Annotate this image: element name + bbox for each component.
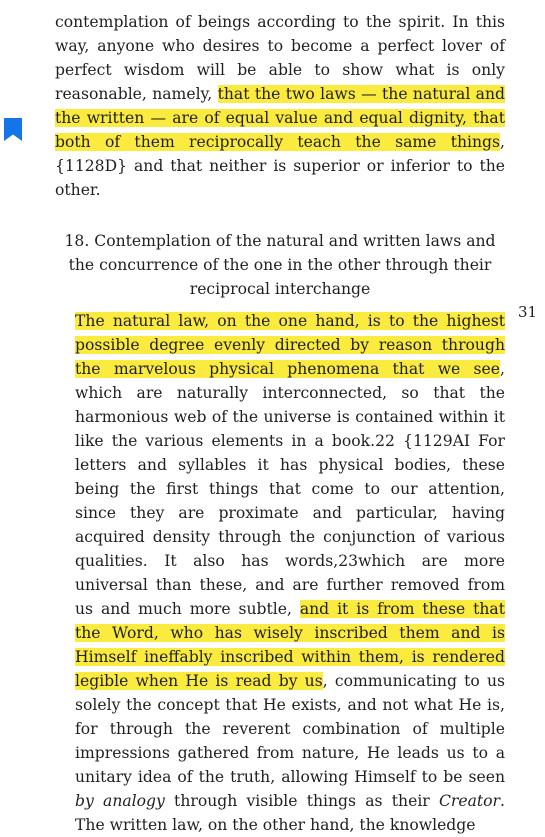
footnote-ref-23[interactable]: 23 — [338, 552, 359, 570]
paragraph-1 — [55, 10, 505, 202]
italic-creator: Creator — [438, 792, 501, 810]
paragraph-2 — [55, 309, 505, 837]
paragraph-2-text-b: {1129AI For letters and syllables it has physical bodies, these being the first things that come to our attention, since they are proximate and particular, having acquired density through the conjunction of various qualities. It also has words, — [75, 432, 505, 570]
paragraph-2-text-a: , which are naturally interconnected, so that the harmonious web of the universe is contained within it like the various elements in a book. — [75, 360, 505, 450]
paragraph-2-text-d: , communicating to us solely the concept that He exists, and not what He is, for through the reverent combination of multiple impressions gathered from nature, He leads us to a unitary idea of the truth, allowing Himself to be seen — [75, 672, 506, 786]
paragraph-2-text-e: through visible things as their — [164, 792, 439, 810]
paragraph-2-text-f: . The written law, on the other hand, the knowledge — [75, 792, 505, 834]
page-body — [55, 10, 505, 837]
highlight-1[interactable]: that the two laws — the natural and the written — are of equal value and equal dignity, that both of them reciprocally teach the same things — [55, 85, 505, 151]
section-title: Contemplation of the natural and written laws and the concurrence of the one in the other through their reciprocal interchange — [68, 232, 496, 298]
paragraph-2-text-c: which are more universal than these, and are further removed from us and much more subtle, — [75, 552, 506, 618]
margin-page-number: 31 — [518, 303, 538, 321]
highlight-3[interactable]: and it is from these that the Word, who has wisely inscribed them and is Himself ineffably inscribed within them, is rendered legible when He is read by us — [75, 600, 505, 690]
highlight-2[interactable]: The natural law, on the one hand, is to the highest possible degree evenly directed by reason through the marvelous physical phenomena that we see — [75, 312, 505, 378]
section-heading — [55, 229, 505, 301]
section-number: 18. — [64, 232, 90, 250]
bookmark-icon[interactable] — [4, 118, 22, 141]
footnote-ref-22[interactable]: 22 — [375, 432, 395, 450]
paragraph-1-text-b: , {1128D} and that neither is superior or inferior to the other. — [55, 133, 505, 199]
paragraph-1-text-a: contemplation of beings according to the spirit. In this way, anyone who desires to become a perfect lover of perfect wisdom will be able to show what is only reasonable, namely, — [55, 13, 505, 103]
italic-by-analogy: by analogy — [75, 792, 165, 810]
